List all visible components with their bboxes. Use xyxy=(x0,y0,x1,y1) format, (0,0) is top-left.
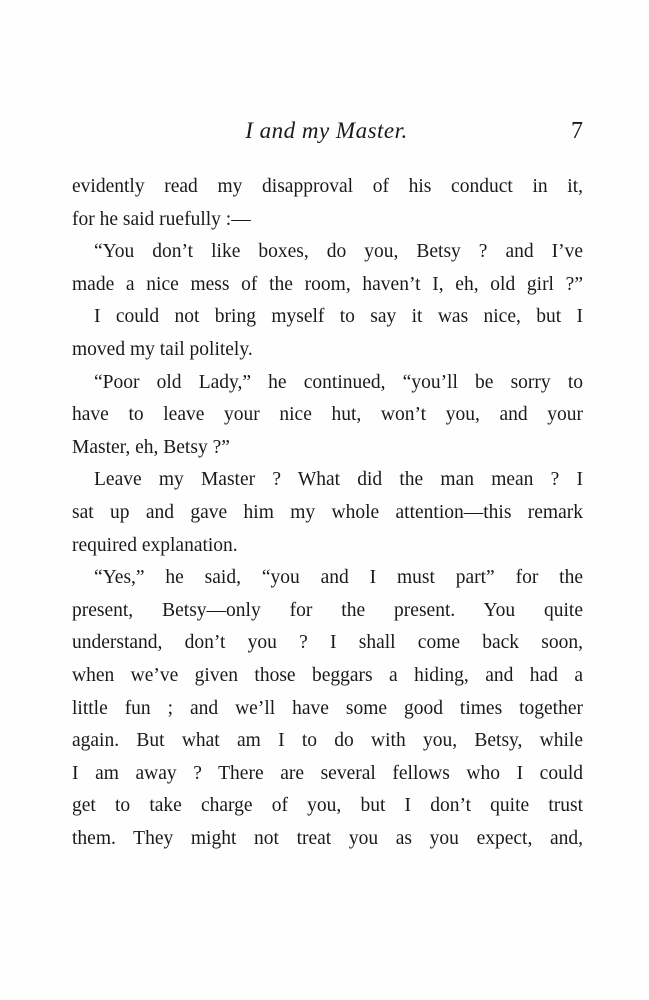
page-header xyxy=(70,118,583,152)
text-line: made a nice mess of the room, haven’t I, eh, old girl ?” xyxy=(72,273,583,295)
page-number: 7 xyxy=(571,118,583,144)
text-line: understand, don’t you ? I shall come back soon, xyxy=(72,632,583,654)
text-line: I could not bring myself to say it was nice, but I xyxy=(94,306,583,328)
text-line: “You don’t like boxes, do you, Betsy ? and I’ve xyxy=(94,241,583,263)
text-line: when we’ve given those beggars a hiding, and had a xyxy=(72,664,583,686)
text-line: sat up and gave him my whole attention—this remark xyxy=(72,501,583,523)
text-line: little fun ; and we’ll have some good times together xyxy=(72,697,583,719)
text-line: required explanation. xyxy=(72,534,238,556)
text-line: Leave my Master ? What did the man mean ? I xyxy=(94,469,583,491)
text-line: “Yes,” he said, “you and I must part” for the xyxy=(94,567,583,589)
text-line: present, Betsy—only for the present. You quite xyxy=(72,599,583,621)
text-line: have to leave your nice hut, won’t you, and your xyxy=(72,404,583,426)
text-line: Master, eh, Betsy ?” xyxy=(72,436,230,458)
text-line: “Poor old Lady,” he continued, “you’ll be sorry to xyxy=(94,371,583,393)
text-line: for he said ruefully :— xyxy=(72,208,251,230)
text-line: evidently read my disapproval of his conduct in it, xyxy=(72,176,583,197)
body-text xyxy=(72,171,583,855)
text-line: again. But what am I to do with you, Betsy, while xyxy=(72,730,583,752)
running-title: I and my Master. xyxy=(245,118,408,143)
text-line: moved my tail politely. xyxy=(72,338,253,360)
text-line: them. They might not treat you as you expect, and, xyxy=(72,827,583,849)
text-line: get to take charge of you, but I don’t quite trust xyxy=(72,795,583,817)
text-line: I am away ? There are several fellows who I could xyxy=(72,762,583,784)
